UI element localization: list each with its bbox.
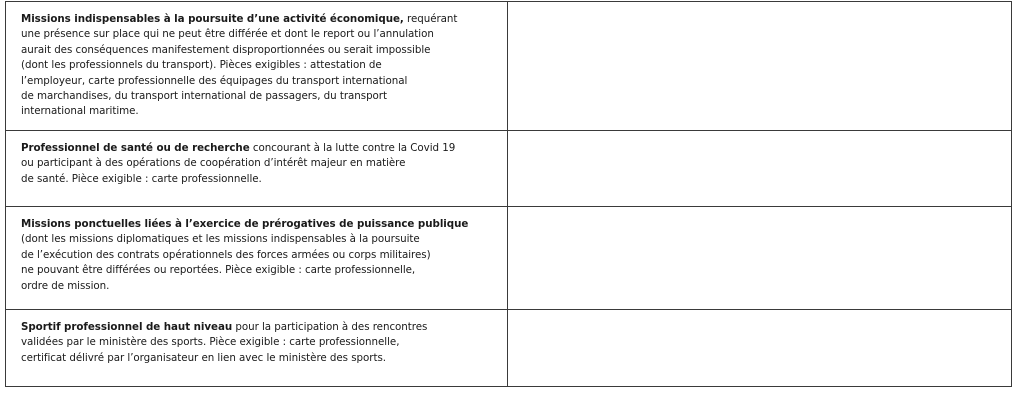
reasons-table [5,1,1012,387]
reason-description-cell [6,2,508,131]
reason-title: Sportif professionnel de haut niveau [21,321,233,333]
reason-text: Sportif professionnel de haut niveau pour la participation à des rencontres validées par le ministère des sports. Pièce exigible : carte professionnelle, certificat délivré par l’organisateur en lien avec le ministère des sports. [21,321,428,364]
reason-description-cell [6,310,508,387]
reason-text: Missions ponctuelles liées à l’exercice de prérogatives de puissance publique (dont les missions diplomatiques et les missions indispensables à la poursuite de l’exécution des contrats opérationnels des forces armées ou corps militaires) ne pouvant être différées ou reportées. Pièce exigible : carte professionnelle, ordre de mission. [21,218,469,292]
reason-description-cell [6,207,508,310]
reason-text: Missions indispensables à la poursuite d’une activité économique, requérant une présence sur place qui ne peut être différée et dont le report ou l’annulation aurait des conséquences manifestement disproportionnées ou serait impossible (dont les professionnels du transport). Pièces exigibles : attestation de l’employeur, carte professionnelle des équipages du transport international de marchandises, du transport international de passagers, du transport international maritime. [21,13,458,118]
table-row [6,2,1012,131]
table-row [6,131,1012,207]
table-row [6,310,1012,387]
reason-title: Missions indispensables à la poursuite d’une activité économique, [21,13,404,25]
reason-title: Missions ponctuelles liées à l’exercice de prérogatives de puissance publique [21,218,469,230]
reason-title: Professionnel de santé ou de recherche [21,142,250,154]
reason-description-cell [6,131,508,207]
reason-checkbox-cell[interactable] [508,207,1012,310]
reason-checkbox-cell[interactable] [508,131,1012,207]
reason-checkbox-cell[interactable] [508,310,1012,387]
reason-text: Professionnel de santé ou de recherche concourant à la lutte contre la Covid 19 ou participant à des opérations de coopération d’intérêt majeur en matière de santé. Pièce exigible : carte professionnelle. [21,142,456,185]
reason-checkbox-cell[interactable] [508,2,1012,131]
table-row [6,207,1012,310]
